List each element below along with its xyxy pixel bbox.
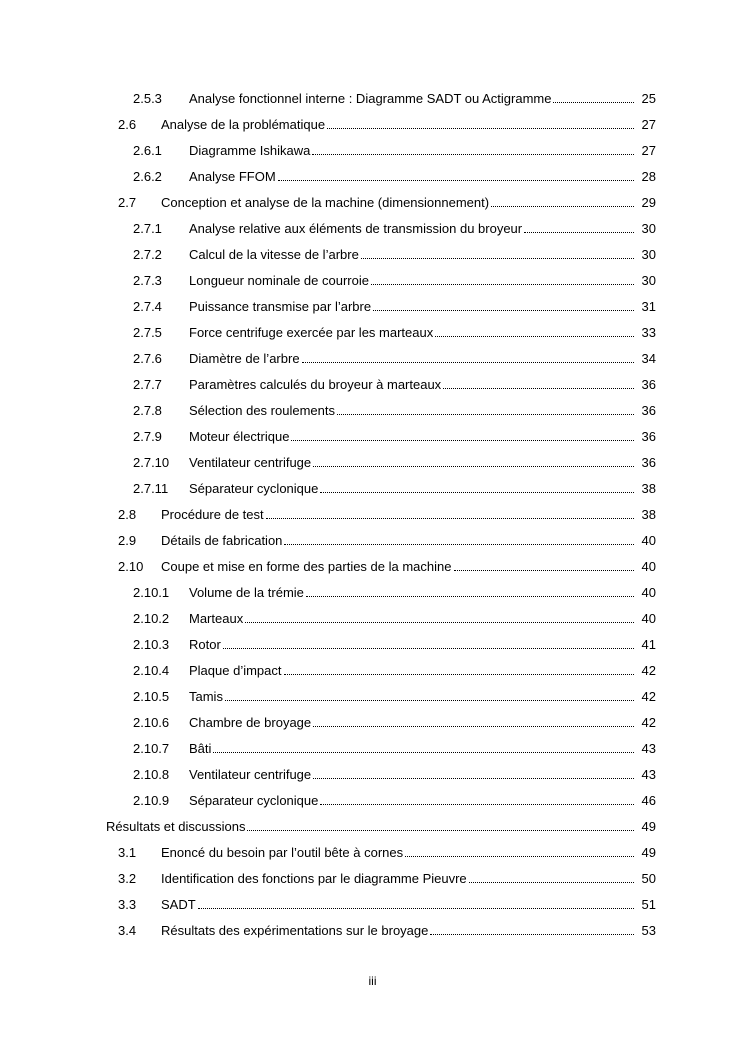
toc-entry-page: 30 [641,247,656,262]
toc-dot-leader [361,258,634,259]
toc-entry-page: 28 [641,169,656,184]
toc-entry-page: 36 [641,377,656,392]
toc-entry-title: Chambre de broyage [189,715,312,730]
toc-dot-leader [320,804,634,805]
toc-entry-page: 43 [641,741,656,756]
toc-entry-title: Séparateur cyclonique [189,481,319,496]
page-number-footer: iii [368,974,377,988]
toc-dot-leader [337,414,634,415]
toc-entry[interactable] [133,659,656,679]
toc-entry-title: Tamis [189,689,223,704]
toc-dot-leader [320,492,634,493]
toc-entry[interactable] [133,737,656,757]
toc-entry-page: 36 [641,455,656,470]
toc-entry-title: Moteur électrique [189,429,290,444]
toc-entry-number: 2.6.2 [133,169,162,184]
toc-entry[interactable] [133,399,656,419]
toc-entry[interactable] [106,815,656,835]
toc-entry-page: 31 [641,299,656,314]
toc-entry-page: 40 [641,533,656,548]
toc-entry-title: Procédure de test [161,507,264,522]
toc-entry-number: 2.7.11 [133,481,169,496]
toc-entry[interactable] [133,763,656,783]
toc-entry-number: 2.7.9 [133,429,162,444]
toc-entry-page: 40 [641,611,656,626]
toc-entry-title: Enoncé du besoin par l’outil bête à cornes [161,845,404,860]
toc-entry[interactable] [118,919,656,939]
toc-entry[interactable] [133,711,656,731]
toc-entry-title: Volume de la trémie [189,585,304,600]
toc-entry-title: Force centrifuge exercée par les marteaux [189,325,434,340]
toc-entry-number: 2.7.4 [133,299,162,314]
toc-entry-title: Détails de fabrication [161,533,283,548]
toc-entry-title: Puissance transmise par l’arbre [189,299,372,314]
toc-entry-number: 2.10.8 [133,767,170,782]
toc-entry[interactable] [133,581,656,601]
toc-entry[interactable] [118,529,656,549]
toc-entry-number: 2.10.3 [133,637,170,652]
toc-entry-page: 53 [641,923,656,938]
toc-entry-number: 2.7.10 [133,455,170,470]
toc-dot-leader [302,362,634,363]
toc-entry-title: Longueur nominale de courroie [189,273,369,288]
toc-dot-leader [443,388,634,389]
toc-entry-number: 2.10.6 [133,715,170,730]
toc-entry-page: 34 [641,351,656,366]
toc-dot-leader [247,830,634,831]
toc-dot-leader [454,570,635,571]
toc-entry-title: Analyse de la problématique [161,117,326,132]
toc-entry-number: 2.7.7 [133,377,162,392]
toc-entry-page: 40 [641,559,656,574]
toc-entry-page: 36 [641,429,656,444]
toc-entry-title: Ventilateur centrifuge [189,455,312,470]
toc-entry-page: 27 [641,117,656,132]
toc-dot-leader [291,440,634,441]
toc-dot-leader [225,700,634,701]
toc-dot-leader [278,180,634,181]
toc-entry[interactable] [133,685,656,705]
toc-entry-page: 51 [641,897,656,912]
toc-entry-page: 49 [641,819,656,834]
toc-entry-number: 2.5.3 [133,91,162,106]
toc-entry-title: Diamètre de l’arbre [189,351,300,366]
toc-dot-leader [313,726,634,727]
toc-entry-title: Résultats et discussions [106,819,246,834]
toc-entry-number: 2.7.6 [133,351,162,366]
toc-dot-leader [553,102,634,103]
toc-entry-page: 41 [641,637,656,652]
toc-entry-title: Paramètres calculés du broyeur à marteaux [189,377,442,392]
toc-entry-title: Identification des fonctions par le diagramme Pieuvre [161,871,467,886]
toc-entry-page: 38 [641,481,656,496]
toc-entry[interactable] [133,789,656,809]
toc-entry-number: 2.10.4 [133,663,170,678]
toc-entry-number: 2.6 [118,117,137,132]
toc-entry-title: Plaque d’impact [189,663,282,678]
toc-entry-title: Coupe et mise en forme des parties de la machine [161,559,452,574]
toc-entry-title: Diagramme Ishikawa [189,143,311,158]
toc-entry[interactable] [133,321,656,341]
toc-entry[interactable] [118,503,656,523]
toc-entry-number: 2.10.5 [133,689,170,704]
toc-entry-page: 46 [641,793,656,808]
toc-entry[interactable] [133,477,656,497]
toc-entry-title: Analyse fonctionnel interne : Diagramme SADT ou Actigramme [189,91,552,106]
toc-entry-page: 42 [641,689,656,704]
toc-entry-number: 3.2 [118,871,137,886]
toc-entry-page: 40 [641,585,656,600]
toc-entry-title: Analyse relative aux éléments de transmission du broyeur [189,221,523,236]
toc-entry[interactable] [133,633,656,653]
toc-entry-number: 2.10.1 [133,585,170,600]
toc-entry[interactable] [133,243,656,263]
toc-entry-number: 3.1 [118,845,137,860]
toc-entry[interactable] [118,867,656,887]
toc-entry[interactable] [133,607,656,627]
toc-entry[interactable] [133,165,656,185]
toc-entry-page: 30 [641,273,656,288]
toc-dot-leader [312,154,634,155]
toc-dot-leader [327,128,634,129]
toc-entry-page: 27 [641,143,656,158]
toc-entry[interactable] [133,269,656,289]
toc-entry-title: Bâti [189,741,212,756]
toc-dot-leader [213,752,634,753]
toc-entry-page: 42 [641,663,656,678]
toc-entry[interactable] [133,451,656,471]
toc-entry-page: 50 [641,871,656,886]
toc-entry-number: 2.8 [118,507,137,522]
toc-entry[interactable] [118,893,656,913]
toc-entry-page: 25 [641,91,656,106]
toc-entry-number: 3.4 [118,923,137,938]
toc-dot-leader [435,336,634,337]
toc-entry-number: 2.7.3 [133,273,162,288]
toc-entry-number: 2.7.2 [133,247,162,262]
toc-dot-leader [198,908,634,909]
toc-entry-title: Sélection des roulements [189,403,335,418]
toc-dot-leader [284,674,635,675]
toc-entry-number: 2.9 [118,533,137,548]
toc-entry-number: 2.7.1 [133,221,162,236]
toc-entry-title: Résultats des expérimentations sur le broyage [161,923,429,938]
toc-entry-number: 2.7 [118,195,137,210]
toc-entry-title: Séparateur cyclonique [189,793,319,808]
toc-dot-leader [266,518,634,519]
toc-entry-page: 38 [641,507,656,522]
toc-dot-leader [469,882,634,883]
toc-entry[interactable] [118,555,656,575]
toc-dot-leader [223,648,634,649]
toc-entry[interactable] [133,425,656,445]
toc-entry[interactable] [133,295,656,315]
toc-dot-leader [313,466,634,467]
toc-dot-leader [284,544,634,545]
toc-dot-leader [524,232,634,233]
toc-entry[interactable] [118,841,656,861]
toc-dot-leader [491,206,634,207]
toc-dot-leader [245,622,634,623]
toc-dot-leader [373,310,634,311]
toc-entry-page: 30 [641,221,656,236]
toc-entry-page: 49 [641,845,656,860]
toc-entry[interactable] [133,347,656,367]
toc-dot-leader [405,856,634,857]
toc-entry-number: 3.3 [118,897,137,912]
toc-entry-page: 43 [641,767,656,782]
toc-entry-page: 42 [641,715,656,730]
toc-entry-number: 2.7.8 [133,403,162,418]
toc-entry-number: 2.7.5 [133,325,162,340]
toc-entry[interactable] [133,87,656,107]
toc-entry-page: 36 [641,403,656,418]
toc-entry-title: Calcul de la vitesse de l’arbre [189,247,359,262]
toc-entry-page: 29 [641,195,656,210]
toc-entry-number: 2.10 [118,559,144,574]
toc-entry-title: Rotor [189,637,221,652]
toc-entry-title: Marteaux [189,611,244,626]
toc-entry[interactable] [133,139,656,159]
toc-entry-number: 2.10.2 [133,611,170,626]
toc-entry[interactable] [133,373,656,393]
toc-entry-title: SADT [161,897,196,912]
toc-entry[interactable] [118,191,656,211]
toc-entry-title: Conception et analyse de la machine (dimensionnement) [161,195,490,210]
toc-entry-page: 33 [641,325,656,340]
toc-dot-leader [430,934,634,935]
toc-entry-number: 2.10.9 [133,793,170,808]
toc-entry[interactable] [133,217,656,237]
toc-dot-leader [371,284,634,285]
toc-entry-title: Analyse FFOM [189,169,276,184]
toc-entry-title: Ventilateur centrifuge [189,767,312,782]
toc-entry[interactable] [118,113,656,133]
toc-entry-number: 2.10.7 [133,741,170,756]
toc-entry-number: 2.6.1 [133,143,162,158]
toc-dot-leader [306,596,634,597]
toc-dot-leader [313,778,634,779]
